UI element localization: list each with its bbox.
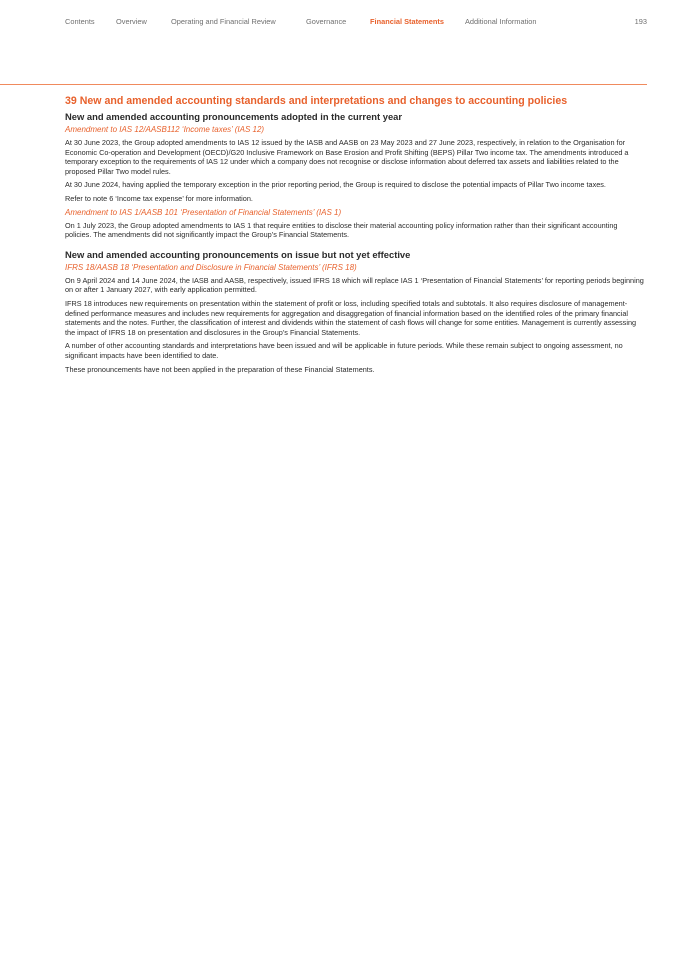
nav-overview[interactable]: Overview (116, 17, 147, 26)
nav-governance[interactable]: Governance (306, 17, 347, 26)
ifrs18-paragraph-2: IFRS 18 introduces new requirements on presentation within the statement of profit or loss, including specified totals and subtotals. It also requires disclosure of management-defined performance measures and includes new requirements for aggregation and disaggregation of financial information based on the identified roles of the primary financial statements and the notes. Further, the classification of interest and dividends within the statement of cash flows will change for some entities. Management is currently assessing the impact of IFRS 18 on presentation and disclosures in the Group’s Financial Statements. (65, 298, 637, 337)
part2-heading: New and amended accounting pronouncements on issue but not yet effective (65, 248, 411, 260)
ias1-paragraph-1: On 1 July 2023, the Group adopted amendments to IAS 1 that require entities to disclose their material accounting policy information rather than their significant accounting policies. The amendments did not significantly impact the Group’s Financial Statements. (65, 220, 618, 240)
ifrs18-heading: IFRS 18/AASB 18 ‘Presentation and Disclosure in Financial Statements’ (IFRS 18) (65, 262, 357, 272)
ifrs18-paragraph-4: These pronouncements have not been applied in the preparation of these Financial Statements. (65, 364, 375, 374)
ifrs18-paragraph-3: A number of other accounting standards and interpretations have been issued and will be applicable in future periods. While these remain subject to ongoing assessment, no significant impacts have been identified to date. (65, 341, 623, 360)
part1-heading: New and amended accounting pronouncements adopted in the current year (65, 111, 403, 122)
section-title: 39 New and amended accounting standards and interpretations and changes to accounting policies (65, 95, 568, 107)
ias12-heading: Amendment to IAS 12/AASB112 ‘Income taxes’ (IAS 12) (65, 125, 265, 134)
page-number: 193 (634, 17, 647, 26)
note-content (65, 95, 645, 378)
ias12-paragraph-3: Refer to note 6 ‘Income tax expense’ for more information. (65, 193, 253, 203)
top-navigation (65, 17, 647, 29)
nav-additional-information[interactable]: Additional Information (465, 17, 537, 26)
header-divider (0, 84, 647, 85)
nav-contents[interactable]: Contents (65, 17, 95, 26)
ias12-paragraph-1: At 30 June 2023, the Group adopted amendments to IAS 12 issued by the IASB and AASB on 23 May 2023 and 27 June 2023, respectively, in relation to the Organisation for Economic Co-operation and Development (OECD)/G20 Inclusive Framework on Base Erosion and Profit Shifting (BEPS) Pillar Two income tax. The amendments introduced a temporary exception to the requirements of IAS 12 under which a company does not recognise or disclose information about deferred tax assets and liabilities related to the proposed Pillar Two model rules. (65, 138, 629, 176)
ifrs18-paragraph-1: On 9 April 2024 and 14 June 2024, the IASB and AASB, respectively, issued IFRS 18 which will replace IAS 1 ‘Presentation of Financial Statements’ for reporting periods beginning on or after 1 January 2027, with early application permitted. (65, 275, 644, 295)
ias12-paragraph-2: At 30 June 2024, having applied the temporary exception in the prior reporting period, the Group is required to disclose the potential impacts of Pillar Two income taxes. (65, 180, 606, 190)
nav-operating-and-financial-review[interactable]: Operating and Financial Review (171, 17, 276, 26)
ias1-heading: Amendment to IAS 1/AASB 101 ‘Presentation of Financial Statements’ (IAS 1) (65, 207, 342, 217)
nav-financial-statements[interactable]: Financial Statements (370, 17, 444, 26)
